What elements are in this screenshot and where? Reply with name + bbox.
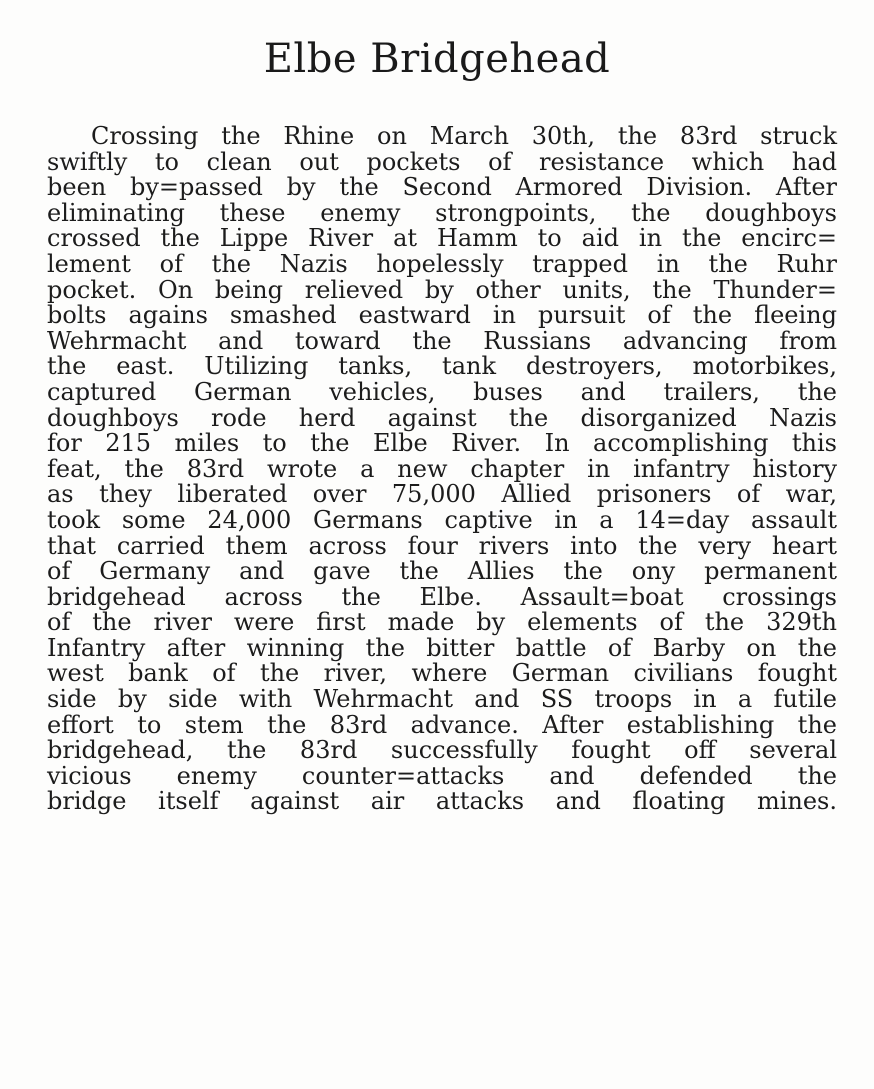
- text-line: eliminating these enemy strongpoints, the doughboys: [47, 198, 837, 227]
- text-line: feat, the 83rd wrote a new chapter in infantry history: [47, 454, 837, 483]
- text-line: been by=passed by the Second Armored Division. After: [47, 173, 837, 202]
- text-line: lement of the Nazis hopelessly trapped in the Ruhr: [47, 249, 837, 278]
- text-line: bridge itself against air attacks and floating mines.: [47, 787, 837, 816]
- text-line: crossed the Lippe River at Hamm to aid in the encirc=: [47, 224, 837, 253]
- text-line: bridgehead, the 83rd successfully fought off several: [47, 736, 837, 765]
- text-line: as they liberated over 75,000 Allied prisoners of war,: [47, 480, 837, 509]
- text-line: pocket. On being relieved by other units, the Thunder=: [47, 275, 837, 304]
- text-line: bridgehead across the Elbe. Assault=boat crossings: [47, 582, 837, 611]
- text-line: of the river were first made by elements of the 329th: [47, 608, 837, 637]
- text-line: for 215 miles to the Elbe River. In accomplishing this: [47, 429, 837, 458]
- text-line: Crossing the Rhine on March 30th, the 83rd struck: [91, 122, 837, 150]
- text-line: side by side with Wehrmacht and SS troops in a futile: [47, 685, 837, 714]
- text-line: captured German vehicles, buses and trailers, the: [47, 377, 837, 406]
- page-title: Elbe Bridgehead: [263, 36, 611, 82]
- text-line: swiftly to clean out pockets of resistance which had: [47, 147, 837, 176]
- body-paragraph: [47, 124, 837, 815]
- text-line: of Germany and gave the Allies the ony permanent: [47, 557, 837, 586]
- text-line: Wehrmacht and toward the Russians advancing from: [47, 326, 837, 355]
- text-line: vicious enemy counter=attacks and defended the: [47, 761, 837, 790]
- text-line: Infantry after winning the bitter battle of Barby on the: [47, 633, 837, 662]
- text-line: doughboys rode herd against the disorganized Nazis: [47, 403, 837, 432]
- text-line: that carried them across four rivers into the very heart: [47, 531, 837, 560]
- text-line: took some 24,000 Germans captive in a 14=day assault: [47, 505, 837, 534]
- text-line: west bank of the river, where German civilians fought: [47, 659, 837, 688]
- text-line: bolts agains smashed eastward in pursuit of the fleeing: [47, 301, 837, 330]
- text-line: effort to stem the 83rd advance. After establishing the: [47, 710, 837, 739]
- text-line: the east. Utilizing tanks, tank destroyers, motorbikes,: [47, 352, 837, 381]
